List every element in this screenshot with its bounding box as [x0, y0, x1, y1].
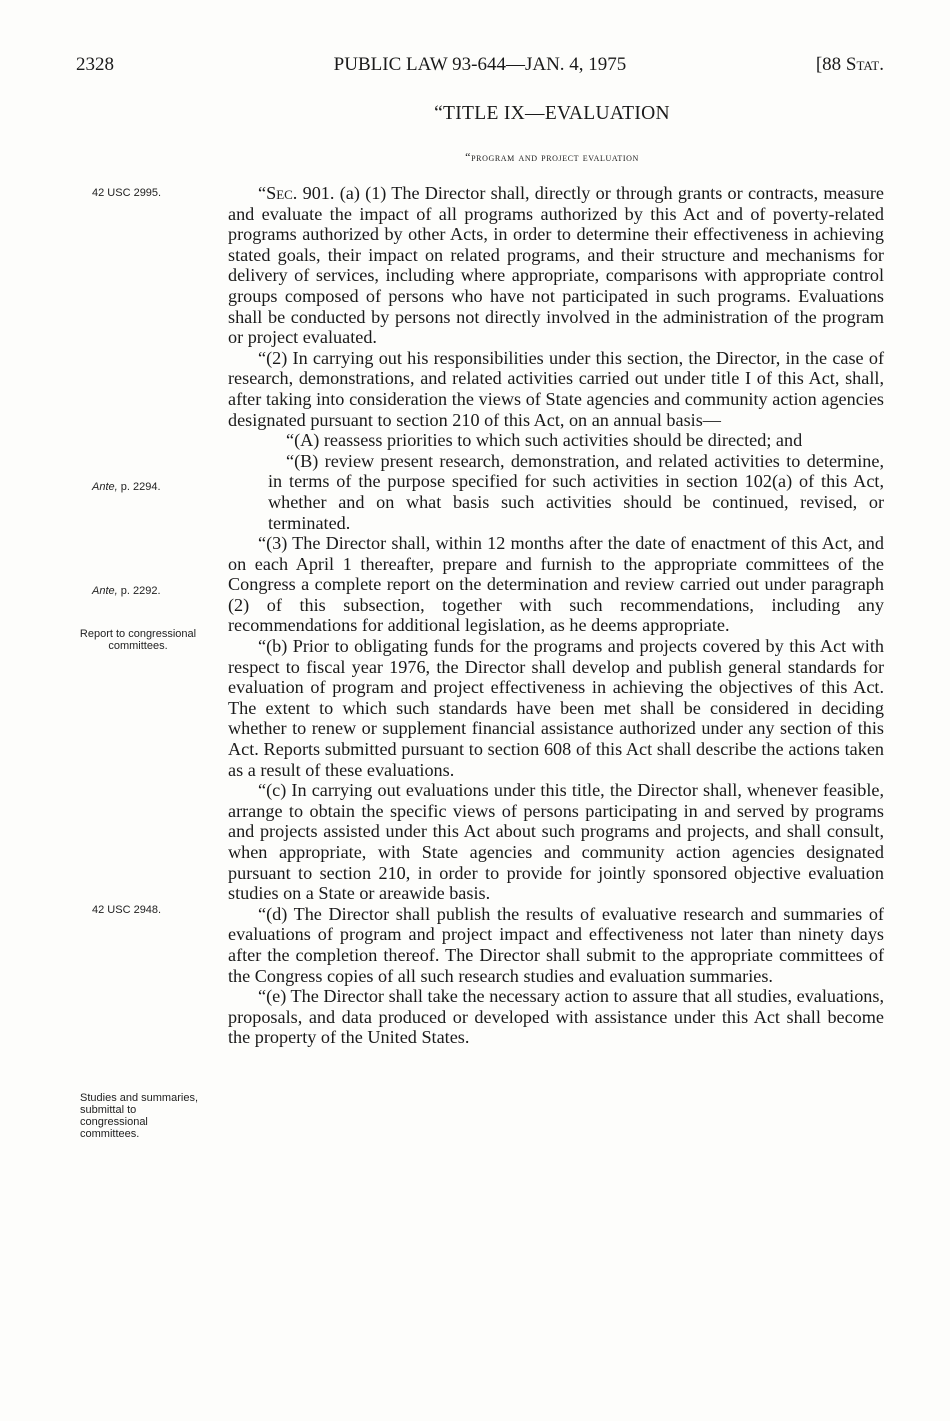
margin-note-studies-summaries: Studies and summaries, submittal to congressional committees.	[80, 1092, 198, 1140]
paragraph-e: “(e) The Director shall take the necessary action to assure that all studies, evaluations, proposals, and data produced or developed with assistance under this Act shall become the property of the United States.	[228, 986, 884, 1048]
running-title: PUBLIC LAW 93-644—JAN. 4, 1975	[333, 54, 627, 75]
section-subheading: “program and project evaluation	[465, 150, 639, 164]
page-header	[76, 54, 884, 84]
open-quote: “	[258, 183, 267, 203]
document-body	[228, 183, 884, 1048]
paragraph-a-2-A: “(A) reassess priorities to which such activities should be directed; and	[286, 430, 803, 451]
section-label: Sec.	[266, 183, 298, 203]
ante-label: Ante,	[92, 481, 118, 493]
paragraph-d: “(d) The Director shall publish the results of evaluative research and summaries of evaluations of program and project impact and effectiveness not later than ninety days after the completion thereof. The Director shall submit to the appropriate committees of the Congress copies of all such research studies and evaluation summaries.	[228, 903, 884, 986]
margin-note-42-usc-2948: 42 USC 2948.	[92, 904, 162, 916]
paragraph-a-2-B: “(B) review present research, demonstration, and related activities to determine, in terms of the purpose specified for such activities in section 102(a) of this Act, whether and on what basis such activities should be continued, revised, or terminated.	[268, 450, 884, 533]
margin-note-report-to-committees: Report to congressional committees.	[79, 628, 197, 652]
paragraph-text: 901. (a) (1) The Director shall, directly or through grants or contracts, measure and evaluate the impact of all programs authorized by this Act and of poverty-related programs authorized by other Acts, in order to determine their effectiveness in achieving stated goals, their impact on related programs, and their structure and mechanisms for delivery of services, including where appropriate, comparisons with appropriate control groups composed of persons who have not participated in such programs. Evaluations shall be conducted by persons not directly involved in the administration of the program or project evaluated.	[228, 183, 884, 348]
ante-page: p. 2294.	[117, 481, 161, 493]
paragraph-c: “(c) In carrying out evaluations under this title, the Director shall, whenever feasible, arrange to obtain the specific views of persons participating in and served by programs and projects assisted under this Act about such programs and projects, and shall consult, when appropriate, with State agencies and community action agencies designated pursuant to section 210, in order to provide for jointly sponsored objective evaluation studies on a State or areawide basis.	[228, 780, 884, 904]
statute-volume: [88	[815, 54, 846, 75]
paragraph-b: “(b) Prior to obligating funds for the programs and projects covered by this Act with respect to fiscal year 1976, the Director shall develop and publish general standards for evaluation of program and project effectiveness in achieving the objectives of this Act. The extent to which such standards have been met shall be considered in deciding whether to renew or supplement financial assistance authorized under any section of this Act. Reports submitted pursuant to section 608 of this Act shall describe the actions taken as a result of these evaluations.	[228, 636, 884, 780]
paragraph-sec-901-a-1	[228, 183, 884, 348]
ante-label: Ante,	[92, 585, 118, 597]
title-heading: “TITLE IX—EVALUATION	[434, 103, 670, 124]
margin-note-ante-2292	[92, 585, 222, 597]
statute-word: Stat.	[845, 54, 884, 75]
page-number: 2328	[76, 54, 114, 75]
statute-reference	[816, 54, 884, 76]
margin-note-42-usc-2995: 42 USC 2995.	[92, 187, 162, 199]
paragraph-a-3: “(3) The Director shall, within 12 months after the date of enactment of this Act, and on each April 1 thereafter, prepare and furnish to the appropriate committees of the Congress a complete report on the determination and review carried out under paragraph (2) of this subsection, together with such recommendations, including any recommendations for additional legislation, as he deems appropriate.	[228, 533, 884, 636]
paragraph-a-2: “(2) In carrying out his responsibilities under this section, the Director, in the case of research, demonstrations, and related activities carried out under title I of this Act, shall, after taking into consideration the views of State agencies and community action agencies designated pursuant to section 210 of this Act, on an annual basis—	[228, 347, 884, 430]
margin-note-ante-2294	[92, 481, 222, 493]
ante-page: p. 2292.	[117, 585, 161, 597]
